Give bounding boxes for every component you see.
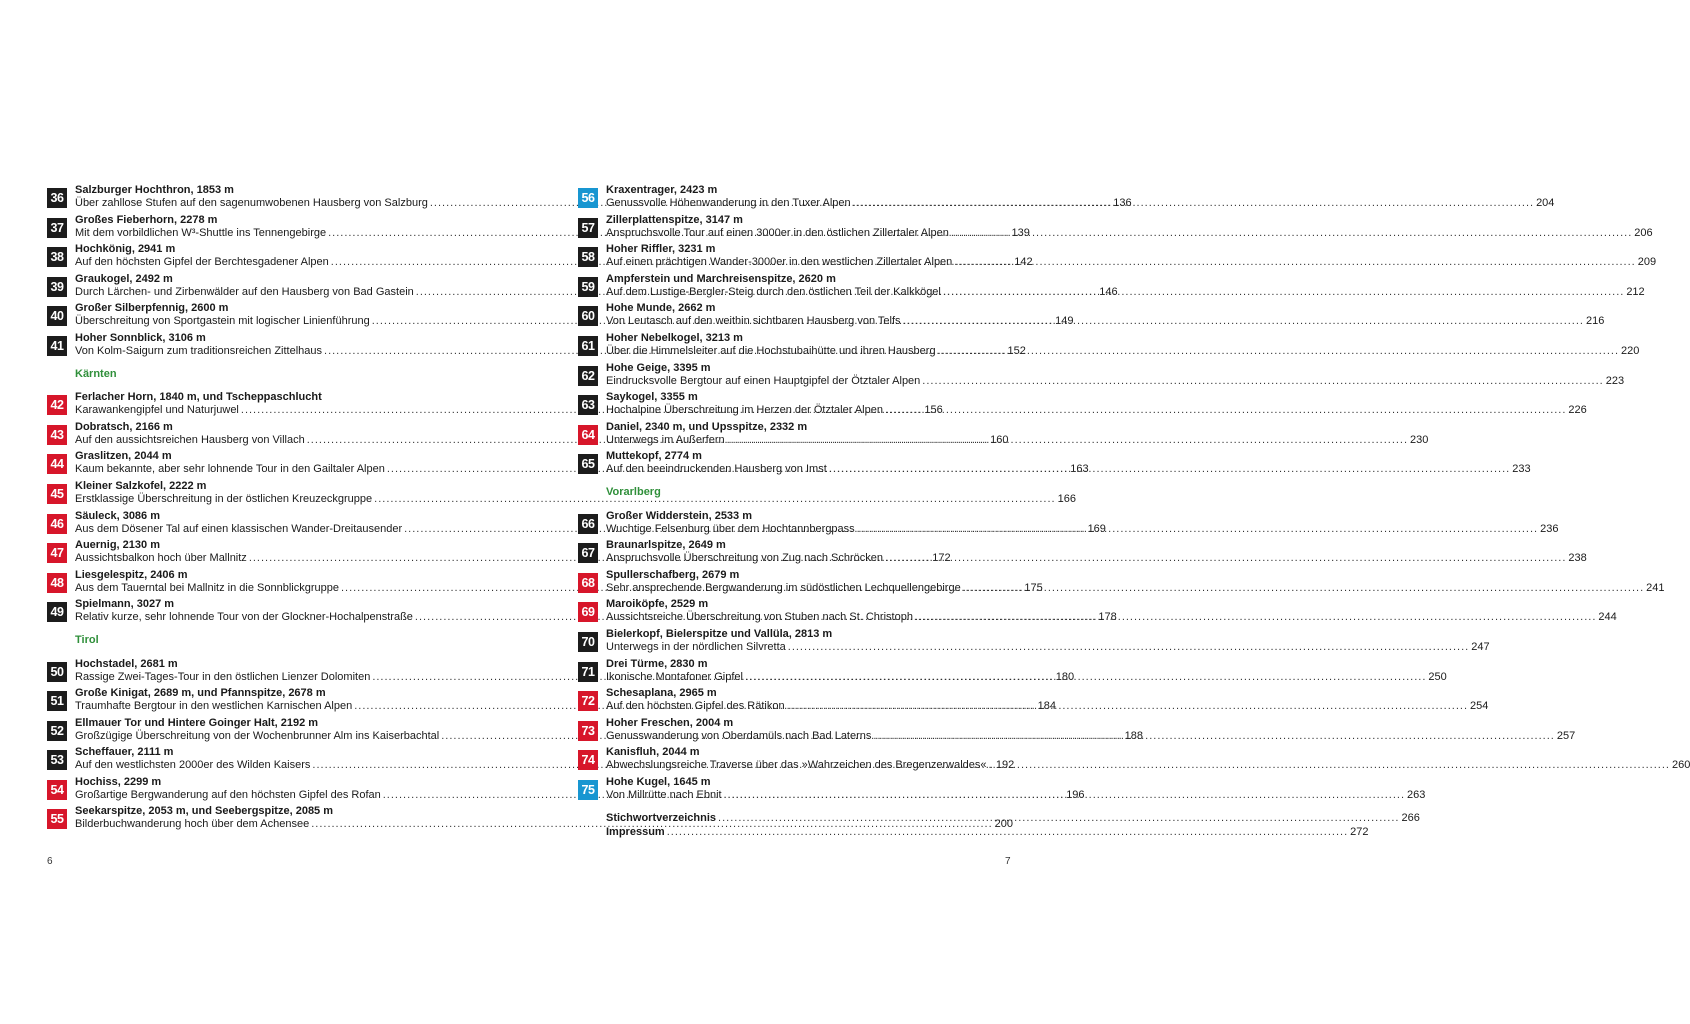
tour-page-number: 220	[1621, 344, 1640, 357]
tour-number-badge: 63	[578, 395, 598, 415]
tour-number-badge: 46	[47, 514, 67, 534]
dot-leader	[885, 404, 1566, 417]
tour-description: Aus dem Dösener Tal auf einen klassischen Wander-Dreitausender	[75, 522, 403, 535]
tour-description: Auf den westlichsten 2000er des Wilden Kaisers	[75, 759, 311, 772]
tour-title: Zillerplattenspitze, 3147 m	[606, 213, 743, 226]
tour-title: Hoher Nebelkogel, 3213 m	[606, 331, 743, 344]
tour-title: Auernig, 2130 m	[75, 539, 160, 552]
tour-description: Über die Himmelsleiter auf die Hochstubaihütte und ihren Hausberg	[606, 344, 936, 357]
tour-number-badge: 47	[47, 543, 67, 563]
tour-number-badge: 53	[47, 750, 67, 770]
tour-title: Schesaplana, 2965 m	[606, 687, 717, 700]
tour-description: Aussichtsbalkon hoch über Mallnitz	[75, 552, 247, 565]
tour-title: Hoher Sonnblick, 3106 m	[75, 331, 206, 344]
dot-leader	[903, 315, 1584, 328]
tour-page-number: 216	[1585, 315, 1605, 328]
tour-page-number: 152	[1007, 344, 1026, 357]
tour-page-number: 244	[1598, 611, 1617, 624]
tour-page-number: 250	[1428, 670, 1447, 683]
tour-description: Unterwegs im Außerfern	[606, 433, 725, 446]
tour-number-badge: 69	[578, 602, 598, 622]
section-title: Vorarlberg	[606, 485, 661, 498]
tour-description: Unterwegs in der nördlichen Silvretta	[606, 640, 786, 653]
tour-page-number: 260	[1671, 759, 1690, 772]
tour-number-badge: 51	[47, 691, 67, 711]
tour-number-badge: 59	[578, 277, 598, 297]
dot-leader	[885, 552, 1566, 565]
tour-title: Kraxentrager, 2423 m	[606, 184, 718, 196]
tour-description: Anspruchsvolle Überschreitung von Zug nach Schröcken	[606, 552, 883, 565]
tour-title: Graslitzen, 2044 m	[75, 450, 172, 463]
tour-description: Bilderbuchwanderung hoch über dem Achensee	[75, 818, 310, 831]
tour-page-number: 172	[932, 552, 951, 565]
tour-page-number: 146	[1099, 285, 1118, 298]
index-label: Stichwortverzeichnis	[606, 812, 717, 825]
tour-entry[interactable]	[578, 745, 1690, 775]
tour-description: Traumhafte Bergtour in den westlichen Karnischen Alpen	[75, 700, 353, 713]
tour-title: Hochstadel, 2681 m	[75, 657, 178, 670]
index-page-number: 272	[1350, 826, 1369, 839]
tour-number-badge: 56	[578, 188, 598, 208]
tour-title: Großer Silberpfennig, 2600 m	[75, 302, 229, 315]
tour-page-number: 196	[1066, 788, 1085, 801]
tour-title: Seekarspitze, 2053 m, und Seebergspitze, 2085 m	[75, 805, 334, 818]
tour-page-number: 192	[995, 759, 1015, 772]
tour-number-badge: 49	[47, 602, 67, 622]
tour-description: Auf den aussichtsreichen Hausberg von Villach	[75, 433, 305, 446]
tour-number-badge: 74	[578, 750, 598, 770]
section-heading	[578, 479, 1010, 509]
dot-leader	[954, 256, 1635, 269]
tour-description-line	[606, 552, 1587, 565]
tour-number-badge: 66	[578, 514, 598, 534]
dot-leader	[943, 286, 1624, 299]
tour-title: Säuleck, 3086 m	[75, 509, 161, 522]
dot-leader	[829, 463, 1510, 476]
tour-description: Karawankengipfel und Naturjuwel	[75, 404, 239, 417]
tour-title: Hohe Kugel, 1645 m	[606, 775, 711, 788]
tour-description: Kaum bekannte, aber sehr lohnende Tour in den Gailtaler Alpen	[75, 463, 385, 476]
tour-page-number: 188	[1124, 729, 1144, 742]
dot-leader	[922, 375, 1603, 388]
tour-number-badge: 55	[47, 809, 67, 829]
tour-page-number: 254	[1470, 700, 1489, 713]
tour-description-line	[606, 759, 1690, 772]
tour-title: Bielerkopf, Bielerspitze und Vallüla, 2813 m	[606, 627, 833, 640]
tour-title: Spielmann, 3027 m	[75, 598, 175, 611]
tour-description-line	[75, 492, 1076, 506]
tour-page-number: 180	[1055, 670, 1075, 683]
dot-leader	[724, 789, 1405, 802]
tour-description: Auf den höchsten Gipfel des Rätikon	[606, 700, 785, 713]
tour-description: Eindrucksvolle Bergtour auf einen Hauptgipfel der Ötztaler Alpen	[606, 374, 921, 387]
tour-page-number: 257	[1556, 729, 1576, 742]
tour-title: Drei Türme, 2830 m	[606, 657, 708, 670]
dot-leader	[853, 197, 1534, 210]
tour-title: Graukogel, 2492 m	[75, 272, 173, 285]
tour-number-badge: 52	[47, 721, 67, 741]
tour-number-badge: 42	[47, 395, 67, 415]
dot-leader	[718, 811, 1399, 825]
tour-page-number: 241	[1646, 581, 1665, 594]
dot-leader	[788, 641, 1469, 654]
page-number-right: 7	[1005, 856, 1011, 867]
tour-description: Durch Lärchen- und Zirbenwälder auf den Hausberg von Bad Gastein	[75, 285, 414, 298]
index-entry[interactable]	[606, 825, 1369, 839]
tour-description: Über zahllose Stufen auf den sagenumwobenen Hausberg von Salzburg	[75, 197, 428, 209]
tour-title: Saykogel, 3355 m	[606, 391, 698, 404]
tour-number-badge: 40	[47, 306, 67, 326]
tour-number-badge: 39	[47, 277, 67, 297]
tour-description: Ikonische Montafoner Gipfel	[606, 670, 743, 683]
index-page-number: 266	[1401, 812, 1420, 825]
dot-leader	[667, 825, 1348, 839]
tour-page-number: 200	[994, 818, 1014, 831]
tour-page-number: 166	[1057, 492, 1076, 505]
tour-page-number: 247	[1471, 640, 1490, 653]
tour-page-number: 149	[1055, 315, 1074, 328]
tour-entry[interactable]	[578, 538, 1587, 568]
dot-leader	[787, 700, 1468, 713]
tour-page-number: 175	[1024, 581, 1043, 594]
tour-page-number: 233	[1512, 463, 1531, 476]
tour-title: Hoher Freschen, 2004 m	[606, 716, 734, 729]
tour-description: Erstklassige Überschreitung in der östlichen Kreuzeckgruppe	[75, 492, 373, 505]
tour-number-badge: 68	[578, 573, 598, 593]
tour-title: Große Kinigat, 2689 m, und Pfannspitze, 2678 m	[75, 687, 326, 700]
tour-title: Hoher Riffler, 3231 m	[606, 243, 716, 256]
tour-description: Aussichtsreiche Überschreitung von Stuben nach St. Christoph	[606, 611, 913, 624]
tour-entry[interactable]	[578, 361, 1625, 391]
tour-number-badge: 36	[47, 188, 67, 208]
tour-page-number: 163	[1070, 463, 1089, 476]
tour-description: Von Millrütte nach Ebnit	[606, 788, 722, 801]
tour-description: Genusswanderung von Oberdamüls nach Bad Laterns	[606, 729, 872, 742]
tour-description: Sehr ansprechende Bergwanderung im südöstlichen Lechquellengebirge	[606, 581, 961, 594]
tour-page-number: 206	[1634, 226, 1653, 239]
tour-entry[interactable]	[578, 627, 1490, 657]
tour-title: Hohe Munde, 2662 m	[606, 302, 716, 315]
tour-title: Kanisfluh, 2044 m	[606, 746, 700, 759]
tour-description: Großzügige Überschreitung von der Wochenbrunner Alm ins Kaiserbachtal	[75, 729, 440, 742]
tour-page-number: 139	[1011, 226, 1030, 239]
tour-description: Von Kolm-Saigurn zum traditionsreichen Zittelhaus	[75, 344, 323, 357]
tour-page-number: 156	[924, 404, 943, 417]
tour-number-badge: 72	[578, 691, 598, 711]
tour-description: Abwechslungsreiche Traverse über das »Wahrzeichen des Bregenzerwaldes«	[606, 759, 987, 772]
tour-page-number: 136	[1113, 197, 1132, 209]
tour-title: Ferlacher Horn, 1840 m, und Tscheppaschlucht	[75, 391, 322, 404]
tour-title: Dobratsch, 2166 m	[75, 420, 173, 433]
tour-page-number: 184	[1037, 700, 1056, 713]
tour-entry[interactable]	[578, 420, 1429, 450]
tour-description: Von Leutasch auf den weithin sichtbaren Hausberg von Telfs	[606, 315, 901, 328]
tour-number-badge: 67	[578, 543, 598, 563]
tour-description-line	[606, 433, 1429, 447]
tour-description-line	[606, 640, 1490, 654]
dot-leader	[989, 759, 1670, 772]
tour-description: Hochalpine Überschreitung im Herzen der Ötztaler Alpen	[606, 404, 883, 417]
tour-title: Hochkönig, 2941 m	[75, 243, 176, 256]
tour-page-number: 169	[1087, 522, 1106, 535]
tour-title: Ampferstein und Marchreisenspitze, 2620 m	[606, 272, 836, 285]
tour-title: Salzburger Hochthron, 1853 m	[75, 184, 234, 196]
tour-number-badge: 48	[47, 573, 67, 593]
tour-page-number: 223	[1605, 374, 1625, 387]
tour-number-badge: 58	[578, 247, 598, 267]
dot-leader	[951, 227, 1632, 240]
dot-leader	[963, 582, 1644, 595]
tour-page-number: 263	[1407, 788, 1426, 801]
tour-title: Großer Widderstein, 2533 m	[606, 509, 753, 522]
tour-number-badge: 38	[47, 247, 67, 267]
dot-leader	[727, 434, 1408, 447]
tour-page-number: 204	[1536, 197, 1555, 209]
tour-description: Rassige Zwei-Tages-Tour in den östlichen Lienzer Dolomiten	[75, 670, 371, 683]
tour-page-number: 212	[1626, 285, 1645, 298]
tour-title: Daniel, 2340 m, und Upsspitze, 2332 m	[606, 420, 808, 433]
tour-description: Auf einen prächtigen Wander-3000er in den westlichen Zillertaler Alpen	[606, 256, 953, 269]
tour-description-line	[606, 374, 1625, 388]
tour-description: Auf den beeindruckenden Hausberg von Imst	[606, 463, 827, 476]
tour-title: Ellmauer Tor und Hintere Goinger Halt, 2192 m	[75, 716, 319, 729]
tour-title: Kleiner Salzkofel, 2222 m	[75, 479, 207, 492]
section-heading	[47, 627, 479, 657]
section-heading	[47, 361, 479, 391]
tour-description-line	[606, 404, 1587, 417]
tour-description: Überschreitung von Sportgastein mit logischer Linienführung	[75, 315, 370, 328]
dot-leader	[745, 671, 1426, 684]
section-title: Kärnten	[75, 367, 117, 380]
dot-leader	[873, 730, 1554, 743]
tour-number-badge: 43	[47, 425, 67, 445]
tour-description: Relativ kurze, sehr lohnende Tour von der Glockner-Hochalpenstraße	[75, 611, 413, 624]
dot-leader	[857, 523, 1538, 536]
tour-description: Genussvolle Höhenwanderung in den Tuxer Alpen	[606, 197, 851, 209]
dot-leader	[915, 611, 1596, 624]
tour-title: Maroiköpfe, 2529 m	[606, 598, 709, 611]
tour-title: Scheffauer, 2111 m	[75, 746, 174, 759]
tour-description: Auf den höchsten Gipfel der Berchtesgadener Alpen	[75, 256, 329, 269]
tour-description: Großartige Bergwanderung auf den höchsten Gipfel des Rofan	[75, 788, 381, 801]
tour-number-badge: 41	[47, 336, 67, 356]
tour-title: Hochiss, 2299 m	[75, 775, 162, 788]
tour-number-badge: 45	[47, 484, 67, 504]
tour-title: Großes Fieberhorn, 2278 m	[75, 213, 218, 226]
dot-leader	[938, 345, 1619, 358]
tour-page-number: 160	[990, 433, 1009, 446]
tour-number-badge: 44	[47, 454, 67, 474]
tour-entry[interactable]	[578, 390, 1587, 420]
tour-number-badge: 37	[47, 218, 67, 238]
tour-title: Spullerschafberg, 2679 m	[606, 568, 740, 581]
tour-number-badge: 70	[578, 632, 598, 652]
tour-number-badge: 75	[578, 780, 598, 800]
tour-number-badge: 62	[578, 366, 598, 386]
tour-number-badge: 64	[578, 425, 598, 445]
tour-title: Braunarlspitze, 2649 m	[606, 539, 726, 552]
section-title: Tirol	[75, 633, 99, 646]
tour-page-number: 142	[1014, 256, 1033, 269]
tour-title: Liesgelespitz, 2406 m	[75, 568, 188, 581]
tour-number-badge: 57	[578, 218, 598, 238]
tour-number-badge: 73	[578, 721, 598, 741]
tour-description: Wuchtige Felsenburg über dem Hochtannbergpass	[606, 522, 855, 535]
tour-description: Aus dem Tauerntal bei Mallnitz in die Sonnblickgruppe	[75, 581, 339, 594]
index-label: Impressum	[606, 826, 665, 839]
tour-number-badge: 65	[578, 454, 598, 474]
tour-number-badge: 50	[47, 662, 67, 682]
tour-description: Auf dem Lustige-Bergler-Steig durch den östlichen Teil der Kalkkögel	[606, 285, 941, 298]
tour-number-badge: 60	[578, 306, 598, 326]
tour-page-number: 226	[1568, 404, 1587, 417]
tour-page-number: 209	[1637, 256, 1657, 269]
tour-number-badge: 71	[578, 662, 598, 682]
index-list	[578, 811, 1420, 839]
tour-page-number: 238	[1568, 552, 1587, 565]
tour-description: Anspruchsvolle Tour auf einen 3000er in den östlichen Zillertaler Alpen	[606, 226, 949, 239]
tour-description: Mit dem vorbildlichen W³-Shuttle ins Tennengebirge	[75, 226, 327, 239]
tour-number-badge: 61	[578, 336, 598, 356]
tour-page-number: 178	[1098, 611, 1117, 624]
tour-page-number: 236	[1540, 522, 1559, 535]
tour-title: Muttekopf, 2774 m	[606, 450, 702, 463]
tour-title: Hohe Geige, 3395 m	[606, 361, 711, 374]
tour-number-badge: 54	[47, 780, 67, 800]
page-number-left: 6	[47, 856, 53, 867]
tour-page-number: 230	[1410, 433, 1429, 446]
